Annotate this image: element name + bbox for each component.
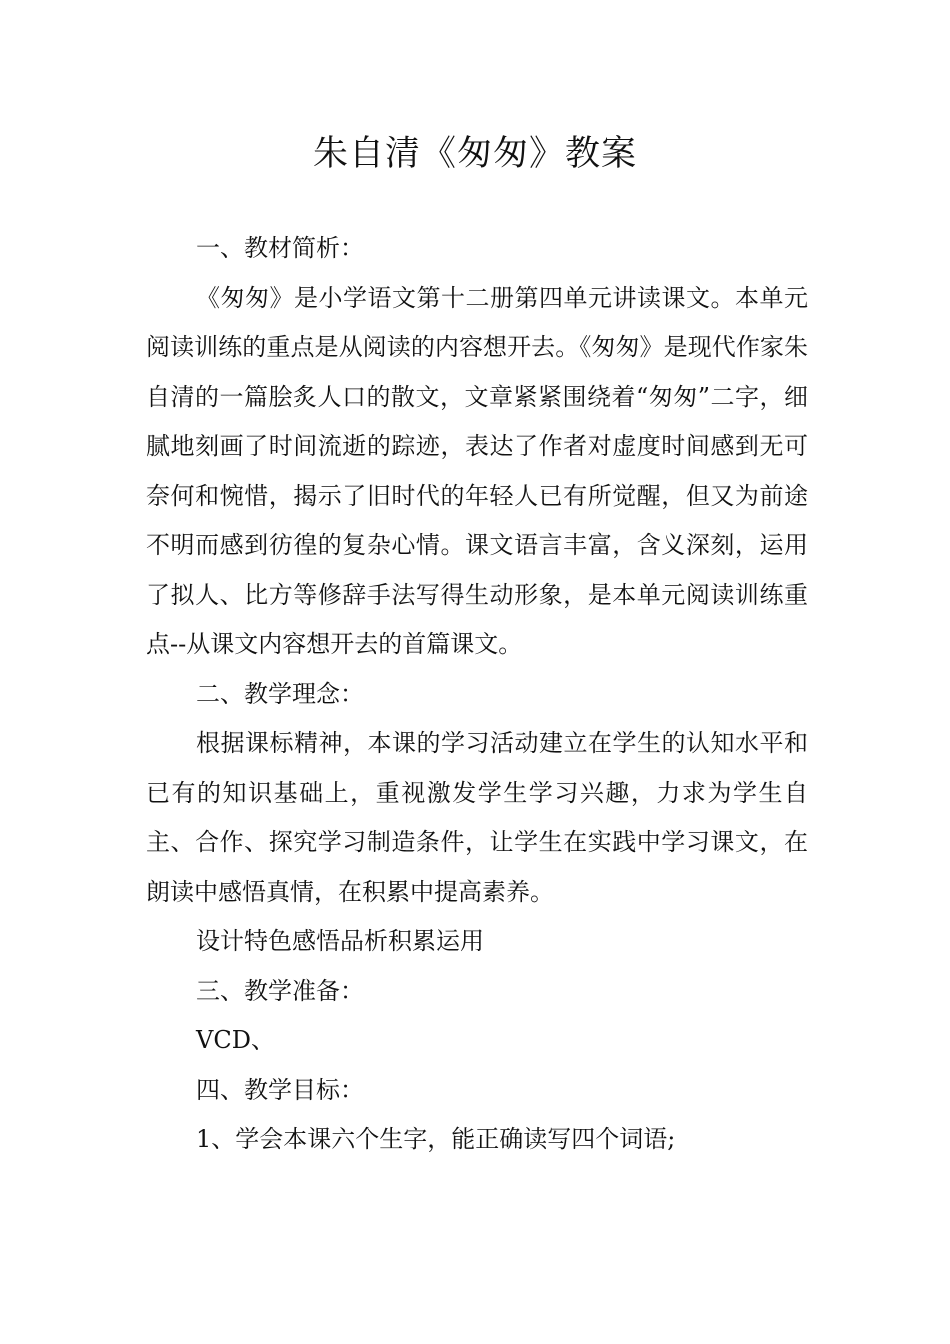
section-heading-textbook-analysis: 一、教材简析： xyxy=(196,234,364,262)
objective-item: 1、学会本课六个生字，能正确读写四个词语; xyxy=(196,1125,676,1153)
section-heading-teaching-preparation: 三、教学准备： xyxy=(196,976,364,1005)
section-heading-teaching-objectives: 四、教学目标： xyxy=(196,1075,364,1104)
document-title: 朱自清《匆匆》教案 xyxy=(312,134,637,174)
paragraph-teaching-concept: 根据课标精神，本课的学习活动建立在学生的认知水平和已有的知识基础上，重视激发学生学习兴趣，力求为学生自主、合作、探究学习制造条件，让学生在实践中学习课文，在朗读中感悟真情，在积累中提高素养。 xyxy=(146,729,808,906)
document-body xyxy=(146,224,808,1165)
paragraph-design-features: 设计特色感悟品析积累运用 xyxy=(196,927,484,955)
paragraph-teaching-preparation: VCD、 xyxy=(196,1026,275,1054)
paragraph-textbook-analysis: 《匆匆》是小学语文第十二册第四单元讲读课文。本单元阅读训练的重点是从阅读的内容想开去。《匆匆》是现代作家朱自清的一篇脍炙人口的散文，文章紧紧围绕着“匆匆”二字，细腻地刻画了时间流逝的踪迹，表达了作者对虚度时间感到无可奈何和惋惜，揭示了旧时代的年轻人已有所觉醒，但又为前途不明而感到彷徨的复杂心情。课文语言丰富，含义深刻，运用了拟人、比方等修辞手法写得生动形象，是本单元阅读训练重点--从课文内容想开去的首篇课文。 xyxy=(146,283,808,658)
section-heading-teaching-concept: 二、教学理念： xyxy=(196,679,364,708)
